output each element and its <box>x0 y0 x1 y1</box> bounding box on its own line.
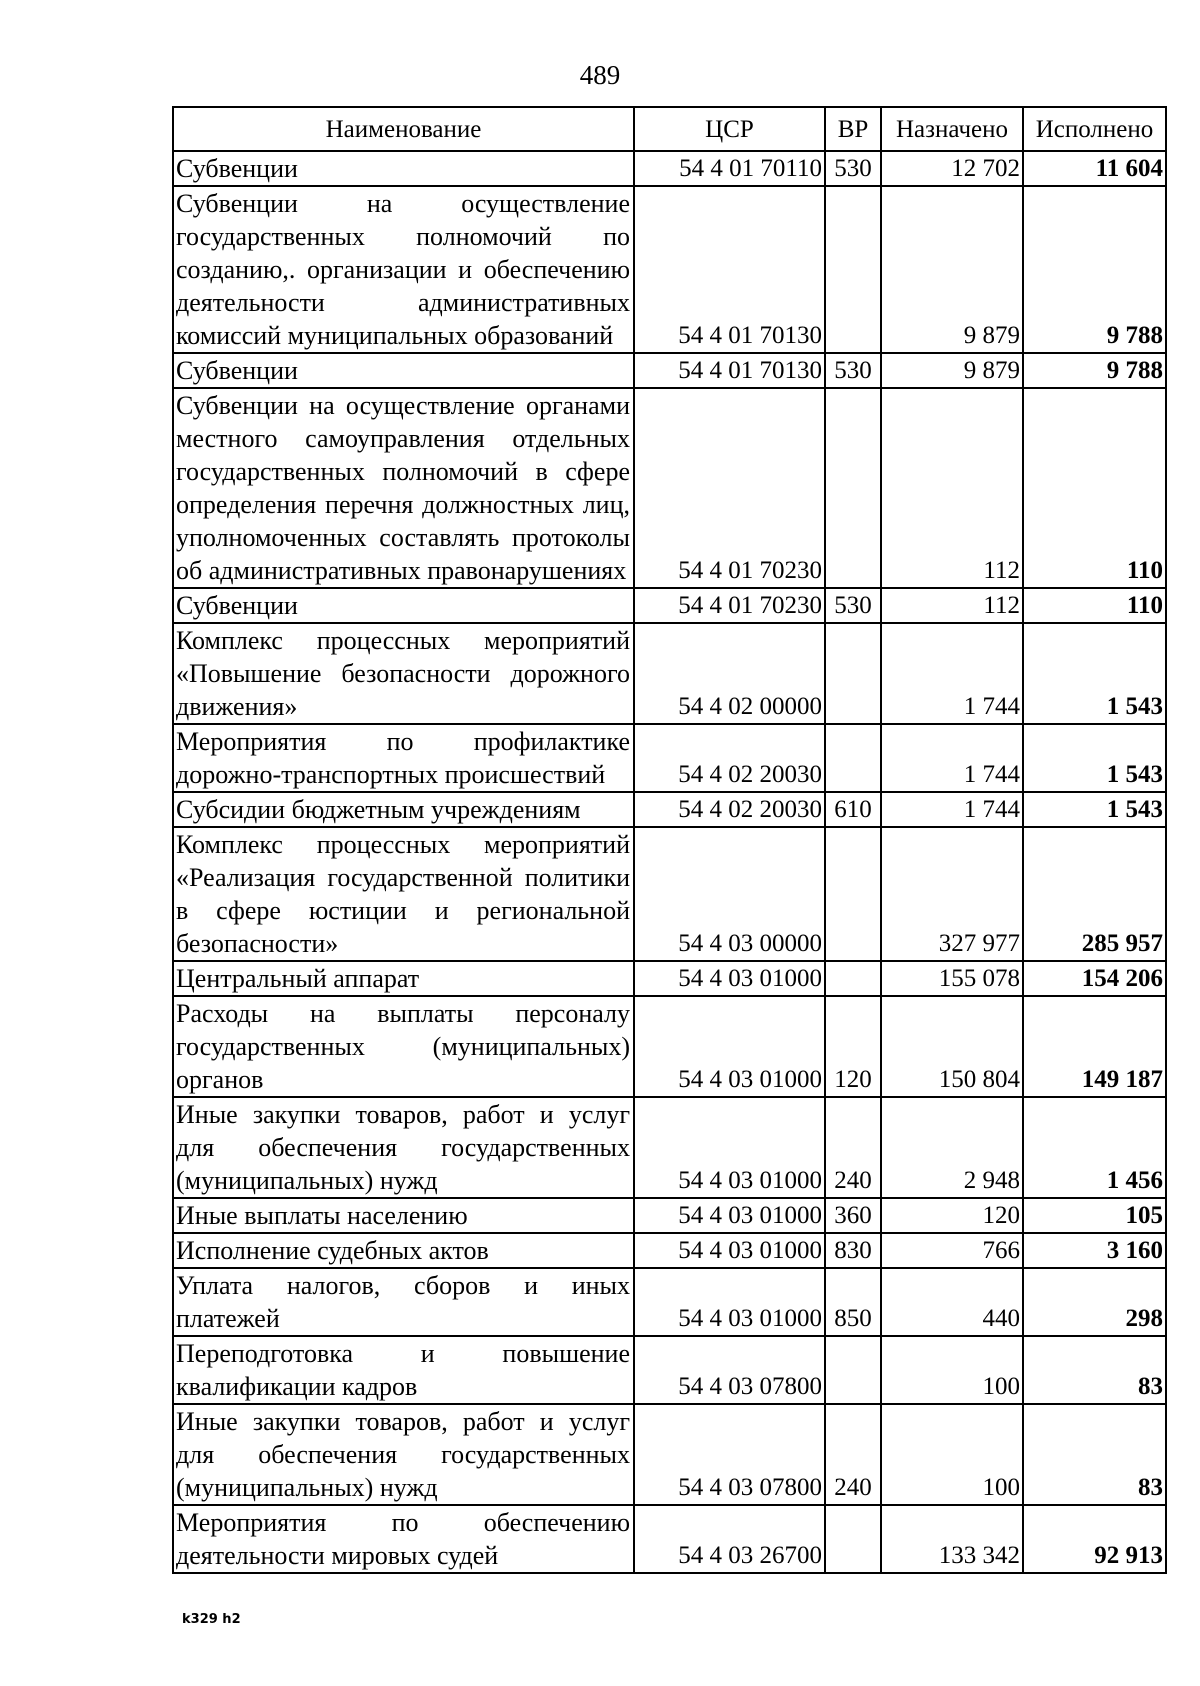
table-row <box>173 1505 1166 1573</box>
cell-executed: 1 543 <box>1023 792 1166 827</box>
table-row <box>173 961 1166 996</box>
cell-vr: 120 <box>825 996 881 1097</box>
cell-name: Субвенции на осуществление государственных полномочий по созданию,. организации и обеспечению деятельности административных комиссий муниципальных образований <box>173 186 634 353</box>
cell-assigned: 327 977 <box>881 827 1023 961</box>
cell-name: Субсидии бюджетным учреждениям <box>173 792 634 827</box>
cell-name: Мероприятия по обеспечению деятельности мировых судей <box>173 1505 634 1573</box>
table-row <box>173 151 1166 186</box>
cell-assigned: 766 <box>881 1233 1023 1268</box>
cell-csr: 54 4 03 01000 <box>634 961 825 996</box>
cell-vr: 360 <box>825 1198 881 1233</box>
cell-assigned: 100 <box>881 1404 1023 1505</box>
table-row <box>173 388 1166 588</box>
cell-assigned: 1 744 <box>881 724 1023 792</box>
cell-assigned: 1 744 <box>881 792 1023 827</box>
cell-csr: 54 4 03 01000 <box>634 1198 825 1233</box>
cell-csr: 54 4 01 70110 <box>634 151 825 186</box>
table-row <box>173 353 1166 388</box>
cell-name: Расходы на выплаты персоналу государственных (муниципальных) органов <box>173 996 634 1097</box>
cell-vr <box>825 961 881 996</box>
cell-name: Иные выплаты населению <box>173 1198 634 1233</box>
cell-csr: 54 4 01 70230 <box>634 388 825 588</box>
cell-executed: 1 456 <box>1023 1097 1166 1198</box>
cell-vr: 530 <box>825 353 881 388</box>
cell-csr: 54 4 01 70130 <box>634 353 825 388</box>
cell-vr <box>825 388 881 588</box>
cell-name: Иные закупки товаров, работ и услуг для обеспечения государственных (муниципальных) нужд <box>173 1097 634 1198</box>
cell-vr <box>825 827 881 961</box>
cell-vr <box>825 186 881 353</box>
table-row <box>173 1404 1166 1505</box>
cell-vr: 850 <box>825 1268 881 1336</box>
header-executed: Исполнено <box>1023 107 1166 151</box>
cell-vr: 610 <box>825 792 881 827</box>
cell-vr: 240 <box>825 1097 881 1198</box>
page-number: 489 <box>579 60 621 90</box>
cell-csr: 54 4 01 70230 <box>634 588 825 623</box>
table-row <box>173 1097 1166 1198</box>
cell-executed: 92 913 <box>1023 1505 1166 1573</box>
table-body <box>173 151 1166 1573</box>
cell-executed: 110 <box>1023 588 1166 623</box>
cell-assigned: 9 879 <box>881 186 1023 353</box>
cell-csr: 54 4 02 20030 <box>634 792 825 827</box>
table-row <box>173 1268 1166 1336</box>
cell-csr: 54 4 03 26700 <box>634 1505 825 1573</box>
cell-name: Субвенции <box>173 353 634 388</box>
budget-table <box>172 106 1167 1574</box>
table-row <box>173 792 1166 827</box>
table-header-row <box>173 107 1166 151</box>
cell-vr: 830 <box>825 1233 881 1268</box>
cell-executed: 1 543 <box>1023 623 1166 724</box>
cell-csr: 54 4 01 70130 <box>634 186 825 353</box>
cell-assigned: 150 804 <box>881 996 1023 1097</box>
cell-executed: 11 604 <box>1023 151 1166 186</box>
cell-csr: 54 4 02 00000 <box>634 623 825 724</box>
table-row <box>173 996 1166 1097</box>
header-vr: ВР <box>825 107 881 151</box>
cell-name: Уплата налогов, сборов и иных платежей <box>173 1268 634 1336</box>
cell-executed: 1 543 <box>1023 724 1166 792</box>
header-assigned: Назначено <box>881 107 1023 151</box>
cell-executed: 149 187 <box>1023 996 1166 1097</box>
cell-csr: 54 4 03 07800 <box>634 1404 825 1505</box>
cell-vr: 530 <box>825 588 881 623</box>
table-row <box>173 186 1166 353</box>
header-name: Наименование <box>173 107 634 151</box>
cell-executed: 154 206 <box>1023 961 1166 996</box>
cell-vr <box>825 724 881 792</box>
cell-csr: 54 4 03 00000 <box>634 827 825 961</box>
cell-name: Мероприятия по профилактике дорожно-транспортных происшествий <box>173 724 634 792</box>
table-row <box>173 1198 1166 1233</box>
cell-executed: 83 <box>1023 1336 1166 1404</box>
cell-executed: 83 <box>1023 1404 1166 1505</box>
cell-assigned: 2 948 <box>881 1097 1023 1198</box>
cell-vr <box>825 1505 881 1573</box>
cell-assigned: 440 <box>881 1268 1023 1336</box>
cell-vr <box>825 1336 881 1404</box>
table-row <box>173 588 1166 623</box>
cell-assigned: 100 <box>881 1336 1023 1404</box>
cell-name: Комплекс процессных мероприятий «Реализация государственной политики в сфере юстиции и региональной безопасности» <box>173 827 634 961</box>
cell-name: Иные закупки товаров, работ и услуг для обеспечения государственных (муниципальных) нужд <box>173 1404 634 1505</box>
cell-assigned: 9 879 <box>881 353 1023 388</box>
cell-csr: 54 4 02 20030 <box>634 724 825 792</box>
cell-executed: 9 788 <box>1023 353 1166 388</box>
cell-name: Субвенции <box>173 588 634 623</box>
table-row <box>173 1233 1166 1268</box>
cell-assigned: 112 <box>881 588 1023 623</box>
footer-code: k329 h2 <box>182 1612 241 1627</box>
table-row <box>173 827 1166 961</box>
cell-csr: 54 4 03 01000 <box>634 1268 825 1336</box>
cell-executed: 3 160 <box>1023 1233 1166 1268</box>
header-csr: ЦСР <box>634 107 825 151</box>
cell-vr: 240 <box>825 1404 881 1505</box>
cell-assigned: 1 744 <box>881 623 1023 724</box>
cell-name: Исполнение судебных актов <box>173 1233 634 1268</box>
cell-name: Субвенции <box>173 151 634 186</box>
cell-csr: 54 4 03 01000 <box>634 1233 825 1268</box>
cell-executed: 105 <box>1023 1198 1166 1233</box>
cell-vr: 530 <box>825 151 881 186</box>
cell-csr: 54 4 03 07800 <box>634 1336 825 1404</box>
cell-name: Переподготовка и повышение квалификации кадров <box>173 1336 634 1404</box>
cell-assigned: 133 342 <box>881 1505 1023 1573</box>
cell-csr: 54 4 03 01000 <box>634 996 825 1097</box>
cell-vr <box>825 623 881 724</box>
cell-name: Субвенции на осуществление органами местного самоуправления отдельных государственных полномочий в сфере определения перечня должностных лиц, уполномоченных составлять протоколы об административных правонарушениях <box>173 388 634 588</box>
cell-name: Центральный аппарат <box>173 961 634 996</box>
cell-executed: 285 957 <box>1023 827 1166 961</box>
table-row <box>173 724 1166 792</box>
table-row <box>173 1336 1166 1404</box>
cell-name: Комплекс процессных мероприятий «Повышение безопасности дорожного движения» <box>173 623 634 724</box>
table-row <box>173 623 1166 724</box>
cell-assigned: 112 <box>881 388 1023 588</box>
cell-executed: 9 788 <box>1023 186 1166 353</box>
cell-assigned: 120 <box>881 1198 1023 1233</box>
cell-assigned: 155 078 <box>881 961 1023 996</box>
cell-executed: 110 <box>1023 388 1166 588</box>
cell-executed: 298 <box>1023 1268 1166 1336</box>
cell-csr: 54 4 03 01000 <box>634 1097 825 1198</box>
cell-assigned: 12 702 <box>881 151 1023 186</box>
